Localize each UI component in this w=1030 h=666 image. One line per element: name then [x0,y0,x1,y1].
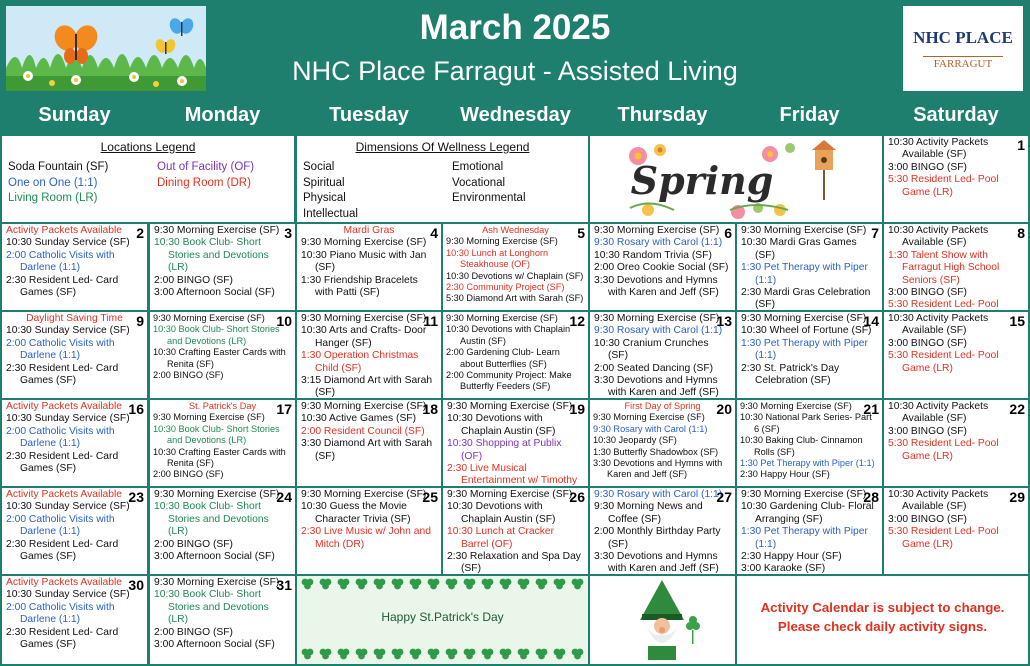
event-item: 9:30 Rosary with Carol (1:1) [593,423,708,434]
event-item: 9:30 Morning Exercise (SF) [741,489,867,500]
event-list [590,224,735,299]
calendar-notice [737,576,1028,664]
day-cell-13 [590,312,735,398]
leprechaun-gnome-icon [590,576,735,664]
event-item: 3:30 Devotions and Hymns with Karen and Jeff (SF) [593,458,723,480]
day-cell-10 [150,312,295,398]
event-item: Ash Wednesday [482,225,549,235]
wellness-legend-left-column [303,160,358,222]
day-cell-21 [737,400,882,486]
day-number: 18 [422,401,438,417]
event-item: 9:30 Morning Exercise (SF) [594,225,720,236]
wellness-legend-heading: Dimensions Of Wellness Legend [355,140,530,154]
legend-item: Spiritual [303,176,345,189]
event-item: Activity Packets Available [6,401,122,412]
event-list [884,224,1028,310]
event-item: 2:30 Resident Led- Card Games (SF) [6,538,119,563]
event-item: 9:30 Morning Exercise (SF) [447,401,573,412]
calendar-grid [0,96,1030,666]
event-item: 3:00 Afternoon Social (SF) [154,287,275,299]
day-cell-26 [443,488,588,574]
event-item: 3:00 BINGO (SF) [888,513,967,525]
event-list [150,488,295,563]
notice-line: Please check daily activity signs. [777,619,988,634]
event-item: Activity Packets Available [6,225,122,236]
event-item: 2:00 BINGO (SF) [154,274,233,286]
event-list [884,488,1028,551]
event-item: 10:30 Devotions with Chaplain Austin (SF) [447,413,556,437]
day-cell-8 [884,224,1028,310]
event-item: 2:00 Oreo Cookie Social (SF) [594,262,729,274]
event-item: 10:30 Sunday Service (SF) [6,501,130,513]
locations-legend [2,136,294,222]
event-item: 1:30 Pet Therapy with Piper (1:1) [740,458,875,469]
day-cell-19 [443,400,588,486]
calendar-title: March 2025 [419,8,611,47]
event-item: 9:30 Rosary with Carol (1:1) [594,325,723,337]
event-list [2,224,147,299]
event-item: 2:00 BINGO (SF) [153,370,224,381]
event-item: 2:00 Catholic Visits with Darlene (1:1) [6,425,115,450]
st-patricks-banner [297,576,588,664]
event-item: 2:00 BINGO (SF) [153,469,224,480]
event-item: 1:30 Friendship Bracelets with Patti (SF) [301,274,418,299]
day-cell-2 [2,224,147,310]
legend-item: Social [303,161,335,173]
day-number: 15 [1009,313,1025,329]
day-number: 12 [569,313,585,329]
event-item: 5:30 Resident Led- Pool Game (LR) [888,174,999,198]
event-item: 3:00 BINGO (SF) [888,287,967,299]
calendar-header [0,0,1030,96]
weekday-header-wednesday: Wednesday [460,104,571,126]
event-item: 10:30 Crafting Easter Cards with Renita (SF) [153,347,286,369]
day-cell-30 [2,576,147,664]
day-cell-17 [150,400,295,486]
event-item: 9:30 Morning Exercise (SF) [446,236,558,247]
event-item: 9:30 Morning Exercise (SF) [154,225,280,236]
event-list [884,312,1028,375]
day-cell-11 [297,312,441,398]
event-item: 3:00 Afternoon Social (SF) [154,551,275,563]
event-item: 2:00 Gardening Club- Learn about Butterflies (SF) [446,347,560,369]
event-item: 10:30 Book Club- Short Stories and Devotions (LR) [154,589,269,626]
event-item: 3:30 Devotions and Hymns with Karen and Jeff (SF) [594,274,719,299]
event-list [590,488,735,574]
wellness-legend-right-column [452,160,526,207]
event-item: 10:30 Sunday Service (SF) [6,237,130,249]
legend-item: Living Room (LR) [8,192,98,204]
day-number: 1 [1017,137,1025,153]
event-item: 10:30 Activity Packets Available (SF) [888,489,989,513]
event-item: 10:30 Arts and Crafts- Door Hanger (SF) [301,325,427,349]
day-number: 23 [128,489,144,505]
day-cell-20 [590,400,735,486]
event-list [2,400,147,475]
day-number: 30 [128,577,144,593]
event-item: 9:30 Morning Exercise (SF) [301,313,427,324]
event-list [884,400,1028,463]
event-list [884,136,1028,199]
event-item: 10:30 Gardening Club- Floral Arranging (SF) [741,501,874,525]
day-number: 16 [128,401,144,417]
event-item: 5:30 Resident Led- Pool Game (LR) [888,350,999,374]
event-item: 2:30 St. Patrick's Day Celebration (SF) [741,362,840,387]
event-item: 1:30 Pet Therapy with Piper (1:1) [741,337,868,362]
event-item: 5:30 Diamond Art with Sarah (SF) [446,293,584,304]
day-number: 9 [136,313,144,329]
day-number: 21 [863,401,879,417]
day-cell-24 [150,488,295,574]
day-cell-3 [150,224,295,310]
event-item: 3:15 Diamond Art with Sarah (SF) [301,375,433,398]
legend-item: Out of Facility (OF) [157,161,255,173]
day-number: 17 [276,401,292,417]
event-item: 10:30 Active Games (SF) [301,413,417,425]
event-item: St. Patrick's Day [188,401,257,411]
event-item: 9:30 Morning Exercise (SF) [594,313,720,324]
event-item: 3:00 Afternoon Social (SF) [154,639,275,651]
day-cell-28 [737,488,882,574]
day-number: 4 [430,225,438,241]
day-number: 31 [276,577,292,593]
event-item: 3:00 Karaoke (SF) [741,563,826,574]
day-number: 28 [863,489,879,505]
day-cell-5 [443,224,588,310]
day-number: 29 [1009,489,1025,505]
day-number: 13 [716,313,732,329]
event-list [2,312,147,387]
day-cell-16 [2,400,147,486]
day-cell-29 [884,488,1028,574]
event-list [737,312,882,387]
event-list [297,224,441,299]
spring-illustration [590,136,882,222]
event-item: 2:00 Catholic Visits with Darlene (1:1) [6,601,115,626]
event-item: 10:30 Crafting Easter Cards with Renita (SF) [153,446,286,469]
event-item: First Day of Spring [624,401,701,411]
event-item: 2:00 Monthly Birthday Party (SF) [594,526,721,550]
event-item: 2:30 Resident Led- Card Games (SF) [6,362,119,387]
event-item: 10:30 Baking Club- Cinnamon Rolls (SF) [740,435,863,457]
day-cell-9 [2,312,147,398]
event-list [737,224,882,310]
event-item: 10:30 Guess the Movie Character Trivia (SF) [301,501,411,525]
event-item: 10:30 Activity Packets Available (SF) [888,225,989,249]
event-item: 10:30 Sunday Service (SF) [6,325,130,337]
event-item: 1:30 Talent Show with Farragut High School Seniors (SF) [888,249,1000,286]
day-number: 22 [1009,401,1025,417]
birdhouse-icon [812,140,836,200]
weekday-header-thursday: Thursday [617,104,708,126]
event-item: 2:30 Resident Led- Card Games (SF) [6,626,119,651]
event-item: 10:30 Random Trivia (SF) [594,249,712,261]
event-item: 9:30 Morning Exercise (SF) [301,489,427,500]
event-item: 9:30 Morning Exercise (SF) [593,412,705,423]
event-item: 2:30 Relaxation and Spa Day (SF) [447,551,581,574]
day-cell-7 [737,224,882,310]
event-item: 1:30 Butterfly Shadowbox (SF) [593,446,719,457]
event-item: 10:30 Wheel of Fortune (SF) [741,325,872,337]
event-item: 2:30 Community Project (SF) [446,282,565,293]
day-number: 26 [569,489,585,505]
event-list [150,400,295,481]
event-item: 2:00 Catholic Visits with Darlene (1:1) [6,337,115,362]
event-item: 10:30 Book Club- Short Stories and Devotions (LR) [153,324,280,346]
event-item: 9:30 Morning Exercise (SF) [301,401,427,412]
event-item: 3:30 Devotions and Hymns with Karen and Jeff (SF) [594,375,719,398]
event-item: 10:30 Mardi Gras Games (SF) [741,237,857,261]
event-item: 10:30 Book Club- Short Stories and Devotions (LR) [154,237,269,274]
event-item: 10:30 Book Club- Short Stories and Devotions (LR) [154,501,269,538]
notice-line: Activity Calendar is subject to change. [760,600,1005,615]
gnome-illustration-cell [590,576,735,664]
event-item: 2:00 BINGO (SF) [154,626,233,638]
day-number: 27 [716,489,732,505]
event-item: 2:00 Catholic Visits with Darlene (1:1) [6,513,115,538]
event-item: 10:30 Sunday Service (SF) [6,589,130,601]
day-number: 20 [716,401,732,417]
event-list [150,312,295,381]
weekday-header-friday: Friday [779,104,840,126]
event-item: 10:30 Devotions w/ Chaplain (SF) [446,270,584,281]
calendar-subtitle: NHC Place Farragut - Assisted Living [292,56,738,86]
day-number: 7 [871,225,879,241]
event-list [443,312,588,393]
day-number: 19 [569,401,585,417]
legend-item: Intellectual [303,207,358,220]
event-item: Activity Packets Available [6,577,122,588]
locations-legend-heading: Locations Legend [100,140,196,154]
event-item: 2:30 Happy Hour (SF) [741,551,842,563]
event-item: 2:30 Resident Led- Card Games (SF) [6,450,119,475]
event-item: 1:30 Operation Christmas Child (SF) [301,350,419,374]
event-item: 2:00 Community Project: Make Butterfly Feeders (SF) [446,370,572,392]
event-item: 10:30 Cranium Crunches (SF) [594,337,709,362]
event-item: 9:30 Morning Exercise (SF) [740,401,852,411]
event-item: 2:00 Catholic Visits with Darlene (1:1) [6,249,115,274]
event-item: 10:30 Devotions with Chaplain Austin (SF) [446,324,571,346]
event-item: 2:30 Live Musical Entertainment w/ Timothy [447,463,578,486]
event-item: 9:30 Morning Exercise (SF) [741,225,867,236]
event-item: 10:30 Activity Packets Available (SF) [888,137,989,161]
day-cell-1 [884,136,1028,222]
day-number: 14 [863,313,879,329]
day-number: 11 [423,313,438,329]
event-item: 1:30 Pet Therapy with Piper (1:1) [741,262,868,286]
event-item: 3:30 Devotions and Hymns with Karen and Jeff (SF) [594,551,719,574]
day-cell-12 [443,312,588,398]
weekday-header-sunday: Sunday [38,104,111,126]
event-item: 3:00 BINGO (SF) [888,161,967,173]
day-number: 25 [422,489,438,505]
event-item: 2:30 Resident Led- Card Games (SF) [6,274,119,299]
event-item: 10:30 Jeopardy (SF) [593,435,677,446]
event-item: 9:30 Rosary with Carol (1:1) [594,237,723,249]
event-item: 9:30 Morning News and Coffee (SF) [594,501,703,525]
event-list [297,400,441,463]
event-item: 10:30 Activity Packets Available (SF) [888,401,989,425]
day-number: 24 [276,489,292,505]
event-item: 5:30 Resident Led- Pool Game (LR) [888,438,999,462]
day-number: 5 [577,225,585,241]
event-item: Activity Packets Available [6,489,122,500]
event-list [2,488,147,563]
event-item: Daylight Saving Time [26,313,123,324]
legend-item: Environmental [452,192,526,204]
legend-item: Physical [303,192,346,204]
legend-item: Soda Fountain (SF) [8,161,109,173]
event-item: 10:30 Piano Music with Jan (SF) [301,249,427,274]
event-item: 9:30 Morning Exercise (SF) [153,313,265,323]
locations-legend-right-column [157,160,254,191]
day-cell-6 [590,224,735,310]
event-item: 10:30 National Park Series- Part 6 (SF) [740,412,872,434]
day-cell-18 [297,400,441,486]
event-item: 10:30 Book Club- Short Stories and Devotions (LR) [153,423,280,446]
event-item: 10:30 Shopping at Publix (OF) [447,438,562,462]
event-item: 2:30 Happy Hour (SF) [740,469,830,480]
event-item: 9:30 Morning Exercise (SF) [153,412,265,423]
event-item: 9:30 Morning Exercise (SF) [741,313,867,324]
event-item: 10:30 Activity Packets Available (SF) [888,313,989,337]
nhc-place-logo [903,6,1023,91]
event-item: 10:30 Lunch at Longhorn Steakhouse (OF) [446,247,549,270]
day-cell-31 [150,576,295,664]
change-notice [737,598,1028,636]
event-list [297,312,441,398]
logo-text-main: NHC PLACE [913,28,1013,47]
day-number: 2 [136,225,144,241]
locations-legend-left-column [8,160,108,207]
event-item: 2:00 Resident Council (SF) [301,425,425,437]
legend-item: Emotional [452,161,504,173]
event-list [443,400,588,486]
event-item: 9:30 Morning Exercise (SF) [446,313,558,323]
logo-text-sub: FARRAGUT [923,56,1003,70]
event-list [737,400,882,481]
event-item: 1:30 Pet Therapy with Piper (1:1) [741,526,868,550]
weekday-header-saturday: Saturday [913,104,999,126]
legend-item: Dining Room (DR) [157,176,251,189]
weekday-header-monday: Monday [184,104,261,126]
day-cell-25 [297,488,441,574]
event-item: 10:30 Sunday Service (SF) [6,413,130,425]
day-cell-22 [884,400,1028,486]
event-item: 9:30 Morning Exercise (SF) [154,489,280,500]
event-item: 9:30 Morning Exercise (SF) [301,237,427,249]
event-item: Mardi Gras [343,225,395,236]
event-list [150,576,295,651]
event-list [590,400,735,481]
event-item: 9:30 Morning Exercise (SF) [447,489,573,500]
event-item: 5:30 Resident Led- Pool [888,299,999,310]
day-cell-27 [590,488,735,574]
day-cell-14 [737,312,882,398]
event-list [590,312,735,398]
day-number: 10 [276,313,292,329]
day-number: 6 [724,225,732,241]
event-list [2,576,147,651]
event-list [150,224,295,299]
event-item: 2:30 Mardi Gras Celebration (SF) [741,287,871,310]
event-list [297,488,441,551]
event-item: 10:30 Lunch at Cracker Barrel (OF) [447,526,555,550]
event-item: 9:30 Morning Exercise (SF) [154,577,280,588]
event-item: 10:30 Devotions with Chaplain Austin (SF) [447,501,556,525]
weekday-header-tuesday: Tuesday [329,104,409,126]
banner-text: Happy St.Patrick's Day [381,610,504,624]
event-item: 3:00 BINGO (SF) [888,425,967,437]
day-cell-15 [884,312,1028,398]
event-item: 2:00 Seated Dancing (SF) [594,362,714,374]
day-number: 3 [284,225,292,241]
event-item: 5:30 Resident Led- Pool Game (LR) [888,526,999,550]
wellness-legend [297,136,588,222]
event-list [737,488,882,574]
event-item: 9:30 Rosary with Carol (1:1) [594,489,723,500]
day-number: 8 [1017,225,1025,241]
event-item: 2:00 BINGO (SF) [154,538,233,550]
event-list [443,488,588,574]
legend-item: Vocational [452,176,506,189]
legend-item: One on One (1:1) [8,176,98,189]
spring-text: Spring [630,158,774,203]
event-item: 3:30 Diamond Art with Sarah (SF) [301,438,433,462]
event-list [443,224,588,305]
event-item: 3:00 BINGO (SF) [888,337,967,349]
event-item: 2:30 Live Music w/ John and Mitch (DR) [301,526,431,550]
day-cell-4 [297,224,441,310]
spring-banner [590,136,882,222]
day-cell-23 [2,488,147,574]
